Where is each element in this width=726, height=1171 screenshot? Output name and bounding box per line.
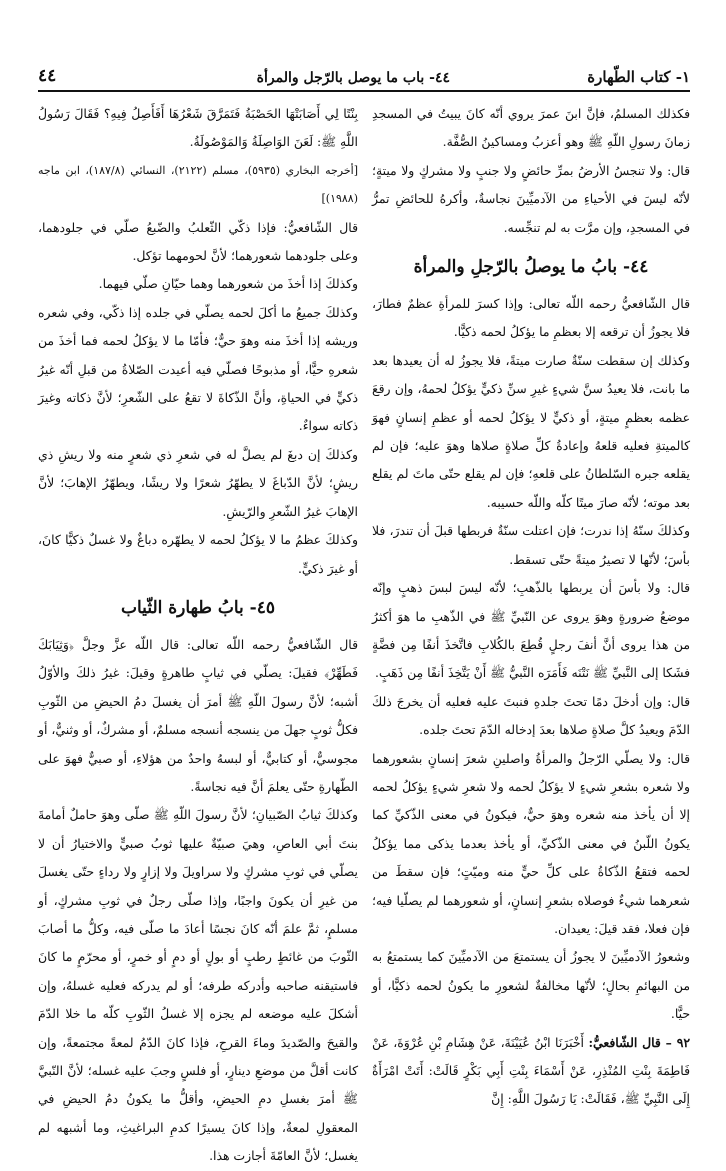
section-heading: ٤٥- بابُ طهارة الثّياب <box>121 597 275 618</box>
paragraph: قال: وإن أدخلَ دمًا تحتَ جلدهِ فنبتَ عليه فعليه أن يخرجَ ذلكَ الدّمَ ويعيدُ كلَّ صلاةٍ صلاها بعدَ إدخاله الدّمَ تحتَ جلده. <box>372 693 690 738</box>
paragraph: وشعورُ الآدميِّينَ لا يجوزُ أن يستمتعَ من الآدميِّينَ كما يستمتعُ به من البهائمِ بحالٍ؛ لأنّها مخالفةٌ لشعورِ ما يكونُ لحمه ذكيًّا، أو حيًّا. <box>372 949 690 1022</box>
section-running-title: ٤٤- باب ما يوصل بالرّجل والمرأة <box>256 70 450 86</box>
page-header <box>38 62 690 92</box>
paragraph: قال: ولا يصلّي الرّجلُ والمرأةُ واصلينِ شعرَ إنسانٍ بشعورهما ولا شعره بشعرِ شيءٍ لا يؤكلُ لحمه ولا شعرِ شيءٍ يؤكلُ لحمه إلا أن يأخذ منه شعره وهوَ حيٌّ، فيكونُ في معنى الذّكيِّ كما يكونُ اللّبنُ في معنى الذّكيِّ، أو يأخذ بعدما يذكى مما يؤكلُ لحمه فتقعُ الذّكاةُ على كلِّ حيٍّ منه وميّتٍ؛ فإن سقطَ من شعرهما شيءٌ فوصلاه بشعرِ إنسانٍ، أو شعورهما لم يصلّيا فيه؛ فإن فعلا، فقد قيلَ: يعيدان. <box>372 750 690 936</box>
paragraph: قال الشّافعيُّ رحمه اللّه تعالى: وإذا كسرَ للمرأةِ عظمٌ فطارَ، فلا يجوزُ أن ترقعه إلا بعظمِ ما يؤكلُ لحمه ذكيًّا. <box>372 296 690 340</box>
hadith-reference: [أخرجه البخاري (٥٩٣٥)، مسلم (٢١٢٢)، النسائي (١٨٧/٨)، ابن ماجه (١٩٨٨)] <box>38 163 358 206</box>
hadith-number: ٩٢ – قال الشّافعيُّ: <box>588 1034 690 1050</box>
paragraph: وكذلك إن سقطت سنّةٌ صارت ميتةً، فلا يجوزُ له أن يعيدها بعد ما بانت، فلا يعيدُ سنَّ شيءٍ غيرِ سنِّ ذكيٍّ يؤكلُ لحمهُ، وإن رقعَ عظمه بعظمٍ ميتةٍ، أو ذكيٍّ لا يؤكلُ لحمه أو عظمِ إنسانٍ فهوَ كالميتةِ فعليه قلعهُ وإعادةُ كلِّ صلاةٍ صلاها وهوَ عليه؛ فإن لم يقلعه جبره السّلطانُ على قلعهِ؛ فإن لم يقلع حتّى ماتَ لم يقلع بعد موته؛ لأنّه صارَ ميتًا كلّه واللّه حسيبه. <box>372 352 690 510</box>
section-heading: ٤٤- بابُ ما يوصلُ بالرّجلِ والمرأة <box>413 257 649 278</box>
hadith-text: أَخْبَرَنَا ابْنُ عُيَيْنَةَ، عَنْ هِشَامِ بْنِ عُرْوَةَ، عَنْ فَاطِمَةَ بِنْتِ المُنْذِرِ، عَنْ أَسْمَاءَ بِنْتِ أَبِي بَكْرٍ قَالَتْ: أَتَتْ امْرَأَةٌ إِلَى النَّبِيِّ ﷺ، فَقَالَتْ: يَا رَسُولَ اللَّهِ: إِنَّ <box>372 1034 690 1107</box>
paragraph: وكذلكَ سنّهُ إذا ندرت؛ فإن اعتلت سنّةٌ فربطها قبلَ أن تندرَ، فلا بأسَ؛ لأنّها لا تصيرُ ميتةً حتّى تسقط. <box>372 523 690 567</box>
page-number: ٤٤ <box>38 66 57 86</box>
paragraph: قال الشّافعيُّ رحمه اللّه تعالى: قال اللّه عزَّ وجلَّ ﴿وَثِيَابَكَ فَطَهِّرْ﴾ فقيلَ: يصلّي في ثيابٍ طاهرةٍ وقيلَ: غيرُ ذلكَ والأوّلُ أشبه؛ لأنَّ رسولَ اللّهِ ﷺ أمرَ أن يغسلَ دمُ الحيضِ من الثّوبِ فكلُّ ثوبٍ جهلَ من ينسجه أنسجه مسلمٌ، أو مشركٌ، أو وثنيٌّ، أو مجوسيٌّ، أو كتابيٌّ، أو لبسهُ واحدٌ من هؤلاءِ، أو صبيٌّ فهوَ على الطّهارةِ حتّى يعلمَ أنَّ فيه نجاسةً. <box>38 636 358 794</box>
paragraph: قال: ولا تنجسُ الأرضُ بمرِّ حائضٍ ولا جنبٍ ولا مشركٍ ولا ميتةٍ؛ لأنّه ليسَ في الأحياءِ من الآدميِّينَ نجاسةٌ، وأكرهُ للحائضِ تمرُّ في المسجدِ، وإن مرَّت به لم تنجِّسه. <box>372 162 690 235</box>
paragraph: قال: ولا بأسَ أن يربطها بالذّهبِ؛ لأنّه ليسَ لبسَ ذهبٍ وإنّه موضعُ ضرورةٍ وهوَ يروى عن النّبيِّ ﷺ في الذّهبِ ما هوَ أكثرُ من هذا يروى أنَّ أنفَ رجلٍ قُطِعَ بالكُلابِ فاتَّخذَ أنفًا مِن فضَّةٍ فشَكا إلى النَّبيِّ ﷺ نَتْنَه فَأَمَرَه النَّبيُّ ﷺ أَنْ يَتَّخِذَ أنفًا مِن ذَهَبٍ. <box>372 580 690 681</box>
paragraph: بِنْتًا لِي أَصَابَتْهَا الحَصْبَةُ فَتَمَرَّقَ شَعْرُهَا أَفَأَصِلُ فِيهِ؟ فَقَالَ رَسُولُ اللَّهِ ﷺ: لَعَنَ الوَاصِلَةُ وَالمَوْصُولَةُ. <box>38 106 358 150</box>
paragraph: وكذلكَ جميعُ ما أكلَ لحمه يصلّي في جلده إذا ذكّي، وفي شعره وريشه إذا أخذَ منه وهوَ حيٌّ؛ فأمّا ما لا يؤكلُ لحمه فما أخذَ من شعرهِ حيًّا، أو مذبوحًا فصلّي فيه أعيدت الصّلاةُ من قبلِ أنّه غيرُ ذكيٍّ في الحياةِ، وأنَّ الذّكاةَ لا تقعُ على الشّعرِ؛ لأنَّ ذكاته وغيرَ ذكاته سواءٌ. <box>38 304 358 434</box>
paragraph: وكذلكَ ثيابُ الصّبيانِ؛ لأنَّ رسولَ اللّهِ ﷺ صلّى وهوَ حاملٌ أمامةَ بنتَ أبي العاصِ، وهيَ صبيّةٌ عليها ثوبُ صبيٍّ والاختيارُ أن لا يصلّي في ثوبِ مشركٍ ولا سراويلَ ولا إزارٍ ولا رداءٍ حتّى يغسلَ من غيرِ أن يكونَ واجبًا، وإذا صلّى رجلٌ في ثوبِ مشركٍ، أو مسلمٍ، ثمَّ علمَ أنّه كانَ نجسًا أعادَ ما صلّى فيه، وكلُّ ما أصابَ الثّوبَ من غائطٍ رطبٍ أو بولٍ أو دمٍ أو خمرٍ، أو محرّمٍ ما كانَ فاستيقنه صاحبه وأدركه طرفه؛ أو لم يدركه فعليه غسلهُ، وإن أشكلَ عليه موضعه لم يجزه إلا غسلُ الثّوبِ كلّه ما خلا الدّمَ والقيحَ والصّديدَ وماءَ القرحِ، فإذا كانَ الدّمُ لمعةً مجتمعةً، وإن كانت أقلَّ من موضعِ دينارٍ، أو فلسٍ وجبَ عليه غسله؛ لأنَّ النّبيَّ ﷺ أمرَ بغسلِ دمِ الحيضِ، وأقلُّ ما يكونُ دمُ الحيضِ في المعقولِ لمعةٌ، وإذا كانَ يسيرًا كدمِ البراغيثِ، وما أشبهه لم يغسل؛ لأنَّ العامّةَ أجازت هذا. <box>38 807 358 1164</box>
chapter-title: ١- كتاب الطّهارة <box>587 68 690 86</box>
hadith-paragraph <box>372 1029 690 1114</box>
right-column <box>372 100 690 1107</box>
left-column <box>38 100 358 1164</box>
paragraph: وكذلكَ إذا أخذَ من شعورهما وهما حيّانِ صلّي فيهما. <box>98 276 358 292</box>
paragraph: قال الشّافعيُّ: فإذا ذكّي الثّعلبُ والضّبعُ صلّي في جلودهما، وعلى جلودهما شعورهما؛ لأنَّ لحومهما تؤكل. <box>38 219 358 264</box>
paragraph: فكذلك المسلمُ، فإنَّ ابنَ عمرَ يروي أنّه كانَ يبيتُ في المسجدِ زمانَ رسولِ اللّهِ ﷺ وهو أعزبُ ومساكينُ الصُّفَّة. <box>372 106 690 150</box>
paragraph: وكذلكَ عظمُ ما لا يؤكلُ لحمه لا يطهّره دباغٌ ولا غسلٌ ذكيًّا كانَ، أو غيرَ ذكيٍّ. <box>38 532 358 576</box>
paragraph: وكذلكَ إن دبغَ لم يصلَّ له في شعرِ ذي شعرٍ منه ولا ريشِ ذي ريشٍ؛ لأنَّ الدّباغَ لا يطهّرُ شعرًا ولا ريشًا، ويطهّرُ الإهابَ؛ لأنَّ الإهابَ غيرُ الشّعرِ والرّيشِ. <box>38 446 358 519</box>
